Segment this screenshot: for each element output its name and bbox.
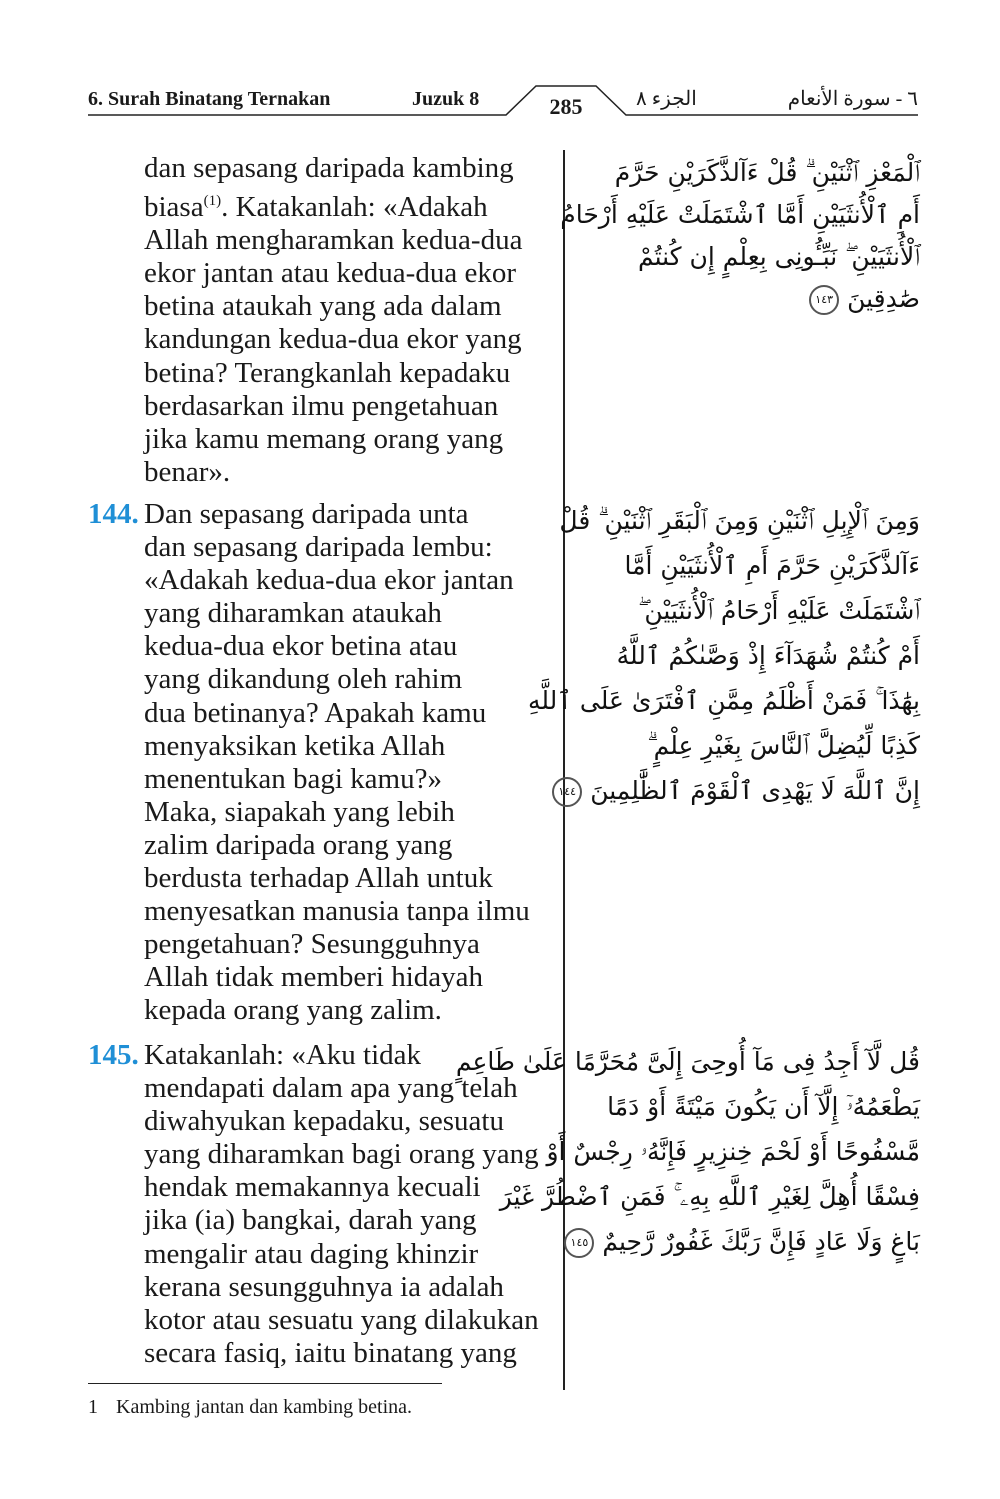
- translation-line: menyesatkan manusia tanpa ilmu: [144, 895, 530, 928]
- translation-line: Dan sepasang daripada unta: [144, 498, 469, 530]
- arabic-line: [590, 278, 920, 320]
- arabic-line: أَمِ ٱلْأُنثَيَيْنِ أَمَّا ٱشْتَمَلَتْ عَلَيْهِ أَرْحَامُ: [560, 200, 920, 229]
- arabic-verse-145: [455, 1039, 920, 1264]
- arabic-verse-144: [527, 498, 920, 813]
- translation-line: kepada orang yang zalim.: [144, 994, 442, 1027]
- translation-line: kedua-dua ekor betina atau: [144, 630, 458, 663]
- translation-line: dan sepasang daripada kambing: [144, 152, 514, 184]
- translation-line: Maka, siapakah yang lebih: [144, 795, 455, 828]
- footnote-text: Kambing jantan dan kambing betina.: [116, 1396, 413, 1418]
- translation-line: ekor jantan atau kedua-dua ekor: [144, 257, 516, 290]
- translation-line: pengetahuan? Sesungguhnya: [144, 928, 480, 961]
- translation-line: betina ataukah yang ada dalam: [144, 290, 502, 323]
- translation-line: Allah mengharamkan kedua-dua: [144, 224, 523, 257]
- translation-line: menyaksikan ketika Allah: [144, 729, 446, 762]
- arabic-line: ٱلْمَعْزِ ٱثْنَيْنِ ۗ قُلْ ءَآلذَّكَرَيْنِ حَرَّمَ: [614, 158, 920, 187]
- translation-line: diwahyukan kepadaku, sesuatu: [144, 1105, 504, 1138]
- translation-line: kandungan kedua-dua ekor yang: [144, 323, 522, 356]
- arabic-line: كَذِبًا لِّيُضِلَّ ٱلنَّاسَ بِغَيْرِ عِلْمٍ ۗ: [647, 731, 920, 760]
- translation-line: mengalir atau daging khinzir: [144, 1237, 479, 1270]
- translation-line: yang diharamkan bagi orang yang: [144, 1138, 539, 1171]
- translation-line: kerana sesungguhnya ia adalah: [144, 1270, 504, 1303]
- translation-line: Katakanlah: «Aku tidak: [144, 1039, 422, 1071]
- arabic-line: قُل لَّآ أَجِدُ فِى مَآ أُوحِىَ إِلَىَّ مُحَرَّمًا عَلَىٰ طَاعِمٍ: [455, 1047, 920, 1076]
- arabic-text: إِنَّ ٱللَّهَ لَا يَهْدِى ٱلْقَوْمَ ٱلظَّٰلِمِينَ: [590, 776, 920, 805]
- arabic-line: بِهَٰذَا ۚ فَمَنْ أَظْلَمُ مِمَّنِ ٱفْتَرَىٰ عَلَى ٱللَّهِ: [527, 686, 920, 715]
- translation-line: dua betinanya? Apakah kamu: [144, 696, 487, 729]
- translation-verse-143-continuation: [88, 152, 614, 489]
- translation-line: «Adakah kedua-dua ekor jantan: [144, 564, 514, 597]
- page-header: [88, 84, 918, 124]
- translation-line: secara fasiq, iaitu binatang yang: [144, 1336, 517, 1369]
- arabic-line: ءَآلذَّكَرَيْنِ حَرَّمَ أَمِ ٱلْأُنثَيَيْنِ أَمَّا: [624, 551, 920, 580]
- translation-line: menentukan bagi kamu?»: [144, 762, 442, 795]
- translation-line: berdasarkan ilmu pengetahuan: [144, 389, 499, 422]
- header-surah-title: 6. Surah Binatang Ternakan: [88, 88, 331, 110]
- translation-text: biasa: [144, 191, 204, 224]
- translation-line: yang dikandung oleh rahim: [144, 663, 463, 696]
- translation-line: zalim daripada orang yang: [144, 828, 453, 861]
- footnote: [88, 1396, 412, 1419]
- footnote-number: 1: [88, 1396, 98, 1418]
- ayah-number-marker: ١٤٤: [552, 777, 582, 807]
- header-surah-arabic: ٦ - سورة الأنعام: [787, 88, 918, 110]
- arabic-line: مَّسْفُوحًا أَوْ لَحْمَ خِنزِيرٍ فَإِنَّهُۥ رِجْسٌ أَوْ: [546, 1137, 920, 1166]
- arabic-line: فِسْقًا أُهِلَّ لِغَيْرِ ٱللَّهِ بِهِۦ ۚ فَمَنِ ٱضْطُرَّ غَيْرَ: [499, 1182, 920, 1211]
- translation-line: Allah tidak memberi hidayah: [144, 961, 484, 994]
- footnote-rule: [88, 1383, 442, 1384]
- translation-line: yang diharamkan ataukah: [144, 597, 442, 630]
- translation-line: jika (ia) bangkai, darah yang: [144, 1204, 477, 1237]
- translation-line: dan sepasang daripada lembu:: [144, 531, 493, 564]
- verse-number: 145.: [88, 1039, 139, 1071]
- arabic-text: بَاغٍ وَلَا عَادٍ فَإِنَّ رَبَّكَ غَفُورٌ رَّحِيمٌ: [602, 1227, 920, 1256]
- arabic-line: يَطْعَمُهُۥٓ إِلَّآ أَن يَكُونَ مَيْتَةً أَوْ دَمًا: [607, 1092, 920, 1121]
- translation-line: mendapati dalam apa yang telah: [144, 1072, 518, 1105]
- translation-line: benar».: [144, 455, 231, 488]
- arabic-verse-143: [560, 152, 920, 320]
- arabic-line: ٱشْتَمَلَتْ عَلَيْهِ أَرْحَامُ ٱلْأُنثَيَيْنِ ۖ: [638, 596, 920, 625]
- arabic-line: [570, 1219, 920, 1264]
- translation-verse-144: [88, 498, 614, 1028]
- translation-line: kotor atau sesuatu yang dilakukan: [144, 1303, 539, 1336]
- arabic-text: صَٰدِقِينَ: [847, 284, 920, 313]
- translation-text: . Katakanlah: «Adakah: [221, 191, 488, 224]
- translation-line: jika kamu memang orang yang: [144, 422, 504, 455]
- verse-number: 144.: [88, 498, 139, 530]
- header-juz-arabic: الجزء ٨: [636, 88, 697, 110]
- translation-line: [144, 185, 614, 224]
- arabic-line: أَمْ كُنتُمْ شُهَدَآءَ إِذْ وَصَّىٰكُمُ ٱللَّهُ: [616, 641, 920, 670]
- translation-line: hendak memakannya kecuali: [144, 1171, 481, 1204]
- translation-line: betina? Terangkanlah kepadaku: [144, 356, 511, 389]
- ayah-number-marker: ١٤٥: [564, 1228, 594, 1258]
- arabic-line: [558, 768, 920, 813]
- footnote-reference: (1): [203, 193, 222, 210]
- translation-line: berdusta terhadap Allah untuk: [144, 862, 493, 895]
- page-number: 285: [549, 94, 583, 119]
- arabic-line: ٱلْأُنثَيَيْنِ ۖ نَبِّـُٔونِى بِعِلْمٍ إِن كُنتُمْ: [637, 242, 920, 271]
- ayah-number-marker: ١٤٣: [809, 285, 839, 315]
- header-juz-label: Juzuk 8: [412, 88, 480, 110]
- arabic-line: وَمِنَ ٱلْإِبِلِ ٱثْنَيْنِ وَمِنَ ٱلْبَقَرِ ٱثْنَيْنِ ۗ قُلْ: [559, 506, 920, 535]
